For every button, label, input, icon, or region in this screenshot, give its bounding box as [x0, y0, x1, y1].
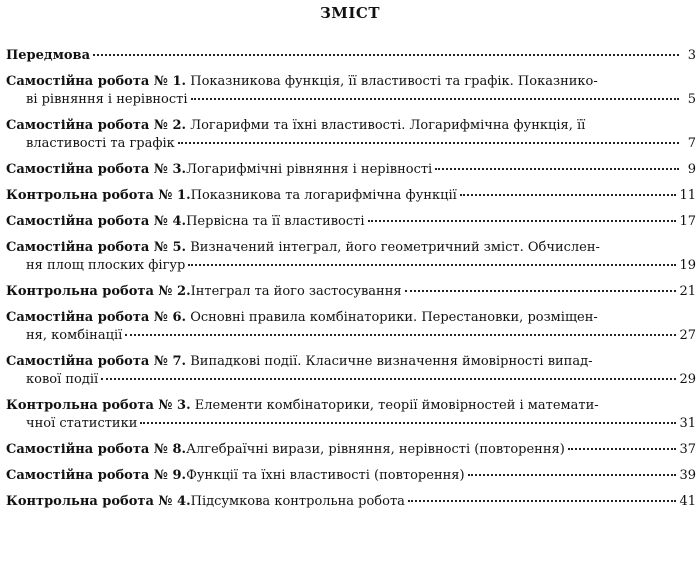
entry-text-continued: ня, комбінації	[26, 328, 123, 343]
dot-leader	[368, 220, 677, 222]
entry-label: Самостійна робота № 5.	[6, 240, 187, 255]
entry-text: Визначений інтеграл, його геометричний зміст. Обчислен-	[186, 240, 600, 255]
entry-text: Логарифми та їхні властивості. Логарифмічна функція, її	[186, 118, 586, 133]
toc-entry[interactable]	[6, 239, 696, 275]
dot-leader	[408, 500, 677, 502]
entry-text: Показникова та логарифмічна функції	[190, 188, 457, 203]
entry-label: Самостійна робота № 1.	[6, 74, 187, 89]
page-number: 37	[679, 442, 696, 457]
toc-entry[interactable]	[6, 283, 696, 301]
page-title: ЗМІСТ	[319, 4, 381, 22]
table-of-contents	[6, 47, 696, 519]
page-number: 27	[679, 328, 696, 343]
entry-text-continued: властивості та графік	[26, 136, 175, 151]
toc-entry[interactable]	[6, 161, 696, 179]
entry-text-continued: ня площ плоских фігур	[26, 258, 186, 273]
toc-entry[interactable]	[6, 441, 696, 459]
page-number: 7	[687, 136, 696, 151]
toc-entry[interactable]	[6, 213, 696, 231]
dot-leader	[460, 194, 677, 196]
dot-leader	[435, 168, 679, 170]
page-number: 31	[679, 416, 696, 431]
entry-text: Елементи комбінаторики, теорії ймовірностей і математи-	[190, 398, 599, 413]
entry-label: Контрольна робота № 3.	[6, 398, 191, 413]
page-number: 5	[687, 92, 696, 107]
toc-entry[interactable]	[6, 493, 696, 511]
entry-text: Основні правила комбінаторики. Перестановки, розміщен-	[186, 310, 598, 325]
toc-entry[interactable]	[6, 47, 696, 65]
entry-text: Алгебраїчні вирази, рівняння, нерівності (повторення)	[186, 442, 565, 457]
entry-text: Інтеграл та його застосування	[190, 284, 402, 299]
entry-text-continued: ві рівняння і нерівності	[26, 92, 188, 107]
entry-label: Контрольна робота № 2.	[6, 284, 191, 299]
page-number: 3	[687, 48, 696, 63]
entry-label: Самостійна робота № 4.	[6, 214, 187, 229]
entry-label: Самостійна робота № 9.	[6, 468, 187, 483]
toc-entry[interactable]	[6, 309, 696, 345]
entry-text: Логарифмічні рівняння і нерівності	[186, 162, 433, 177]
toc-entry[interactable]	[6, 73, 696, 109]
entry-text: Показникова функція, її властивості та графік. Показнико-	[186, 74, 598, 89]
toc-entry[interactable]	[6, 117, 696, 153]
dot-leader	[568, 448, 677, 450]
page-number: 29	[679, 372, 696, 387]
dot-leader	[188, 264, 676, 266]
toc-entry[interactable]	[6, 353, 696, 389]
dot-leader	[191, 98, 679, 100]
entry-text-continued: чної статистики	[26, 416, 138, 431]
page-number: 39	[679, 468, 696, 483]
dot-leader	[93, 54, 679, 56]
page-number: 9	[687, 162, 696, 177]
entry-label: Контрольна робота № 4.	[6, 494, 191, 509]
entry-label: Контрольна робота № 1.	[6, 188, 191, 203]
page-number: 11	[679, 188, 696, 203]
page-number: 19	[679, 258, 696, 273]
entry-text: Первісна та її властивості	[186, 214, 365, 229]
entry-text: Підсумкова контрольна робота	[190, 494, 405, 509]
entry-label: Самостійна робота № 2.	[6, 118, 187, 133]
page-number: 21	[679, 284, 696, 299]
page-number: 41	[679, 494, 696, 509]
entry-label: Передмова	[6, 48, 90, 63]
entry-text-continued: кової події	[26, 372, 99, 387]
entry-label: Самостійна робота № 6.	[6, 310, 187, 325]
entry-text: Випадкові події. Класичне визначення ймовірності випад-	[186, 354, 593, 369]
page-number: 17	[679, 214, 696, 229]
entry-label: Самостійна робота № 3.	[6, 162, 187, 177]
entry-text: Функції та їхні властивості (повторення)	[186, 468, 465, 483]
dot-leader	[101, 378, 676, 380]
toc-entry[interactable]	[6, 467, 696, 485]
dot-leader	[468, 474, 677, 476]
toc-entry[interactable]	[6, 187, 696, 205]
dot-leader	[405, 290, 677, 292]
dot-leader	[140, 422, 676, 424]
dot-leader	[125, 334, 676, 336]
entry-label: Самостійна робота № 8.	[6, 442, 187, 457]
toc-entry[interactable]	[6, 397, 696, 433]
entry-label: Самостійна робота № 7.	[6, 354, 187, 369]
dot-leader	[178, 142, 679, 144]
